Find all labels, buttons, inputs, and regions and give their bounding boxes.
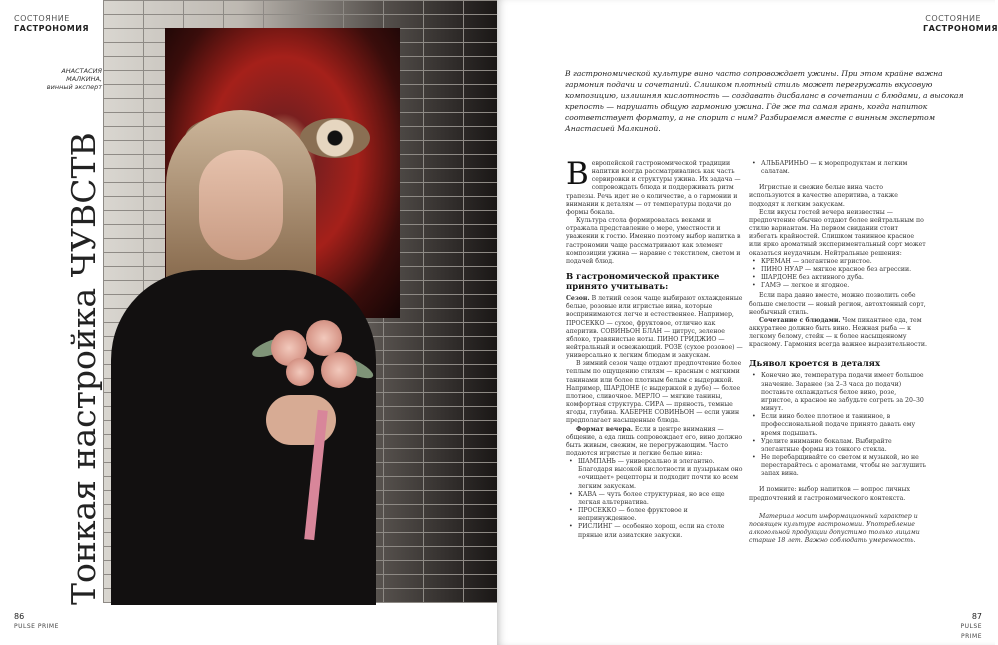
sparkling-list-continued — [749, 160, 927, 176]
list-item: • Конечно же, температура подачи имеет большое значение. Заранее (за 2–3 часа до подачи) поставьте охлаждаться белое вино, розе, игристое, а красное не забудьте согреть за 20–30 минут. — [749, 372, 927, 413]
neutral-list — [749, 258, 927, 291]
section-subcategory: ГАСТРОНОМИЯ — [923, 24, 998, 33]
list-item: • ПИНО НУАР — мягкое красное без агрессии. — [749, 266, 927, 274]
page-number-right — [950, 612, 982, 642]
list-item: • ГАМЭ — легкое и ягодное. — [749, 282, 927, 290]
lead-paragraph: В гастрономической культуре вино часто сопровождает ужины. При этом крайне важна гармония подачи и сочетаний. Слишком плотный стиль может перегружать вкусовую композицию, излишняя кислотность — создавать дисбаланс в сочетании с блюдами, а высокая крепость — нарушать общую гармонию ужина. Где же та самая грань, когда напиток соответствует формату, а не спорит с ним? Разбираемся вместе с винным экспертом Анастасией Малкиной. — [565, 69, 964, 134]
list-item: • Не перебарщивайте со светом и музыкой, но не перестарайтесь с ароматами, чтобы не заглушить запах вина. — [749, 454, 927, 478]
section-subcategory: ГАСТРОНОМИЯ — [14, 24, 90, 33]
season-label: Сезон. — [566, 295, 590, 303]
magazine-name: PULSE PRIME — [14, 623, 59, 630]
subheading: Дьявол кроется в деталях — [749, 359, 881, 370]
winter-paragraph: В зимний сезон чаще отдают предпочтение более теплым по ощущению стилям — красным с мягкими танинами или более плотным белым с выдержкой. Например, ШАРДОНЕ (с выдержкой в дубе) — более плотное, сливочное. МЕРЛО — мягкие танины, комфортная структура. СИРА — пряность, темные ягоды, глубина. КАБЕРНЕ СОВИНЬОН — если ужин предполагает насыщенные блюда. — [566, 360, 742, 425]
page-number: 86 — [14, 612, 25, 621]
page-number-left — [14, 612, 59, 632]
rose — [321, 352, 357, 388]
list-item: • ШАМПАНЬ — универсально и элегантно. Благодаря высокой кислотности и пузырькам оно «очищает» рецепторы и подходит почти ко всем легким закускам. — [566, 458, 744, 491]
combo-text: Чем пикантнее еда, тем аккуратнее должно быть вино. Нежная рыба — к легкому белому, стейк — к более насыщенному красному. Гармония всегда важнее выразительности. — [749, 316, 927, 349]
list-item: • ШАРДОНЕ без активного дуба. — [749, 274, 927, 282]
flower-bouquet — [251, 310, 381, 400]
sparkling-list — [566, 458, 744, 540]
woman-figure — [111, 110, 376, 605]
disclaimer: Материал носит информационный характер и посвящен культуре гастрономии. Употребление алкогольной продукции допустимо только лицами старше 18 лет. Важно соблюдать умеренность. — [749, 512, 920, 545]
list-item: • Уделите внимание бокалам. Выбирайте элегантные формы из тонкого стекла. — [749, 438, 927, 454]
rose — [286, 358, 314, 386]
list-item: • АЛЬБАРИНЬО — к морепродуктам и легким салатам. — [749, 160, 927, 176]
paragraph: Игристые и свежие белые вина часто используются в качестве аперитива, а также подходят к легким закускам. — [749, 184, 898, 208]
portrait-photo — [103, 0, 497, 603]
format-label: Формат вечера. — [576, 425, 633, 433]
format-paragraph — [566, 426, 744, 459]
text-column-2 — [749, 160, 927, 545]
text-column-1 — [566, 156, 744, 542]
paragraph: Если вкусы гостей вечера неизвестны — предпочтение обычно отдают более нейтральным по стилю вариантам. На первом свидании стоит избегать крайностей. Слишком танинное красное или ярко ароматный экспериментальный сорт может оказаться неудачным. Нейтральные решения: — [749, 208, 926, 257]
list-item: • Если вино более плотное и танинное, в профессиональной подаче принято давать ему время подышать. — [749, 413, 927, 437]
left-page — [0, 0, 497, 645]
season-paragraph — [566, 295, 744, 360]
list-item: • ПРОСЕККО — более фруктовое и непринужденное. — [566, 507, 744, 523]
section-label-left — [14, 14, 89, 34]
list-item: • КРЕМАН — элегантное игристое. — [749, 258, 927, 266]
section-label-right — [923, 14, 998, 34]
section-category: СОСТОЯНИЕ — [14, 14, 70, 23]
rose — [306, 320, 342, 356]
author-caption — [30, 67, 102, 91]
section-category: СОСТОЯНИЕ — [925, 14, 981, 23]
drop-cap: В — [566, 156, 589, 192]
list-item: • КАВА — чуть более структурная, но все еще легкая альтернатива. — [566, 491, 744, 507]
subheading: В гастрономической практике принято учитывать: — [566, 272, 720, 293]
details-list — [749, 372, 927, 478]
list-item: • РИСЛИНГ — особенно хорош, если на столе пряные или азиатские закуски. — [566, 523, 744, 539]
intro-paragraph — [566, 156, 744, 217]
face — [199, 150, 283, 260]
author-role: винный эксперт — [46, 83, 102, 91]
closing-paragraph: И помните: выбор напитков — вопрос личных предпочтений и гастрономического контекста. — [749, 486, 911, 502]
combo-paragraph — [749, 317, 927, 350]
paragraph: Если пара давно вместе, можно позволить себе больше смелости — новый регион, автохтонный сорт, необычный стиль. — [749, 292, 926, 316]
page-number: 87 — [971, 612, 982, 621]
season-text: В летний сезон чаще выбирают охлажденные белые, розовые или игристые вина, которые воспринимаются легче и естественнее. Например, ПРОСЕККО — сухое, фруктовое, отлично как аперитив. СОВИНЬОН БЛАН — цитрус, зеленое яблоко, травянистые ноты. ПИНО ГРИДЖИО — нейтральный и освежающий. РОЗЕ (сухое розовое) — универсально к легким блюдам и закускам. — [566, 295, 743, 360]
format-text: Если в центре внимания — общение, а еда лишь сопровождает его, вино должно быть живым, свежим, не перегружающим. Часто подаются игристые и легкие белые вина: — [566, 425, 743, 457]
paragraph: Культура стола формировалась веками и отражала представление о мере, уместности и уважении к гостю. Именно поэтому выбор напитка в гастрономии чаще рассматривают как элемент композиции ужина — наравне с текстилем, светом и подачей блюд. — [566, 217, 741, 265]
combo-label: Сочетание с блюдами. — [759, 316, 841, 324]
intro-text: европейской гастрономической традиции напитки всегда рассматривались как часть сервировки и структуры ужина. Их задача — сопровождать блюда и поддерживать ритм трапезы. Речь идет не о количестве, а о гармонии и внимании к деталям — от температуры подачи до формы бокала. — [566, 160, 741, 216]
author-name: АНАСТАСИЯ МАЛКИНА, — [61, 67, 102, 83]
magazine-name: PULSE PRIME — [960, 623, 982, 640]
article-title: Тонкая настройка ЧУВСТВ — [64, 132, 103, 605]
